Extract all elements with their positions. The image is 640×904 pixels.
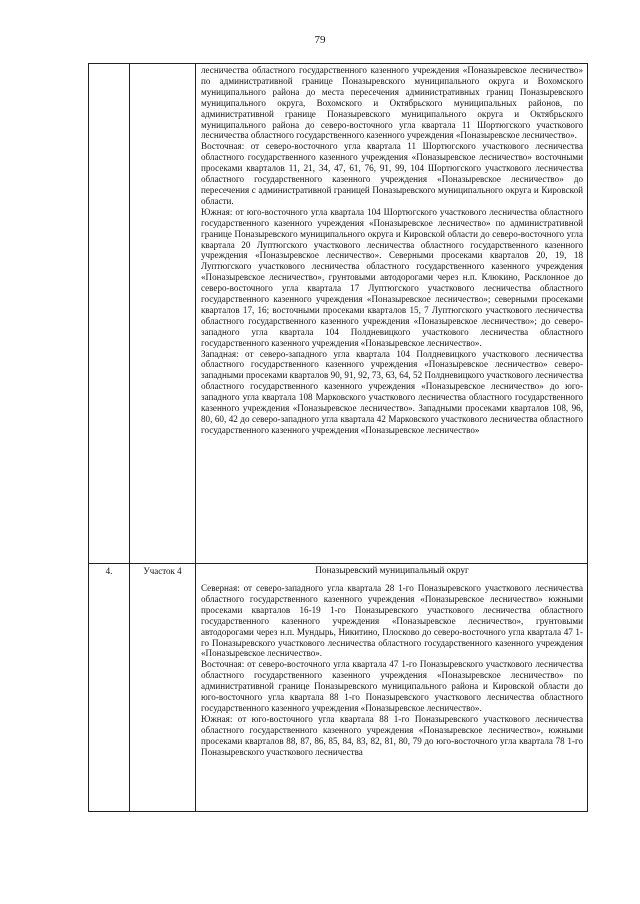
row-number-cell: 4. <box>89 564 130 812</box>
plot-name-cell <box>130 64 196 564</box>
south-boundary-paragraph: Южная: от юго-восточного угла квартала 104 Шортюгского участкового лесничества областного государственного казенного учреждения «Поназыревское лесничество» по административной границе Поназыревского муниципального округа и Кировской области до северо-восточного угла квартала 20 Луптюгского участкового лесничества областного государственного казенного учреждения «Поназыревское лесничество». Северными просеками кварталов 20, 19, 18 Луптюгского участкового лесничества областного государственного казенного учреждения «Поназыревское лесничество», грунтовыми автодорогами через н.п. Клюкино, Расклонное до северо-восточного угла квартала 17 Луптюгского участкового лесничества областного государственного казенного учреждения «Поназыревское лесничество»; северными просеками кварталов 17, 16; восточными просеками кварталов 15, 7 Луптюгского участкового лесничества областного государственного казенного учреждения «Поназыревское лесничество»; до северо-западного угла квартала 104 Полдневицкого участкового лесничества областного государственного казенного учреждения «Поназыревское лесничество». <box>201 206 583 348</box>
west-boundary-paragraph: Западная: от северо-западного угла квартала 104 Полдневицкого участкового лесничества областного государственного казенного учреждения «Поназыревское лесничество» северо-западными просеками кварталов 90, 91, 92, 73, 63, 64, 52 Полдневицкого участкового лесничества областного государственного казенного учреждения «Поназыревское лесничество» до юго-западного угла квартала 108 Марковского участкового лесничества областного государственного казенного учреждения «Поназыревское лесничество». Западными просеками кварталов 108, 96, 80, 60, 42 до северо-западного угла квартала 42 Марковского участкового лесничества областного государственного казенного учреждения «Поназыревское лесничество» <box>201 348 583 435</box>
plot-name-cell: Участок 4 <box>130 564 196 812</box>
east-boundary-paragraph: Восточная: от северо-восточного угла квартала 11 Шортюгского участкового лесничества областного государственного казенного учреждения «Поназыревское лесничество» восточными просеками кварталов 11, 21, 34, 47, 61, 76, 91, 99, 104 Шортюгского участкового лесничества областного государственного казенного учреждения «Поназыревское лесничество» до пересечения с административной границей Поназыревского муниципального округа и Кировской области. <box>201 141 583 206</box>
south-boundary-paragraph: Южная: от юго-восточного угла квартала 88 1-го Поназыревского участкового лесничества областного государственного казенного учреждения «Поназыревское лесничество», южными просеками кварталов 88, 87, 86, 85, 84, 83, 82, 81, 80, 79 до юго-восточного угла квартала 78 1-го Поназыревского участкового лесничества <box>201 713 583 757</box>
table-row <box>89 64 588 564</box>
boundary-paragraph: лесничества областного государственного казенного учреждения «Поназыревское лесничество» по административной границе Поназыревского муниципального округа и Вохомского муниципального района до места пересечения административных границ Поназыревского муниципального округа, Вохомского и Октябрьского муниципальных районов, по административной границе Поназыревского муниципального округа и Октябрьского муниципального района до северо-восточного угла квартала 11 Шортюгского участкового лесничества областного государственного казенного учреждения «Поназыревское лесничество». <box>201 65 583 141</box>
boundaries-table <box>88 63 588 812</box>
boundary-description-cell <box>196 564 588 812</box>
north-boundary-paragraph: Северная: от северо-западного угла квартала 28 1-го Поназыревского участкового лесничества областного государственного казенного учреждения «Поназыревское лесничество» южными просеками кварталов 16-19 1-го Поназыревского участкового лесничества областного государственного казенного учреждения «Поназыревское лесничество», грунтовыми автодорогами через н.п. Мундырь, Никитино, Плосково до северо-восточного угла квартала 47 1-го Поназыревского участкового лесничества областного государственного казенного учреждения «Поназыревское лесничество». <box>201 583 583 659</box>
page-number: 79 <box>314 34 326 46</box>
district-heading: Поназыревский муниципальный округ <box>315 566 469 576</box>
east-boundary-paragraph: Восточная: от северо-восточного угла квартала 47 1-го Поназыревского участкового лесничества областного государственного казенного учреждения «Поназыревское лесничество» по административной границе Поназыревского муниципального района и Кировской области до юго-восточного угла квартала 88 1-го Поназыревского участкового лесничества областного государственного казенного учреждения «Поназыревское лесничество». <box>201 659 583 713</box>
table-row <box>89 564 588 812</box>
row-number-cell <box>89 64 130 564</box>
boundary-description-cell <box>196 64 588 564</box>
